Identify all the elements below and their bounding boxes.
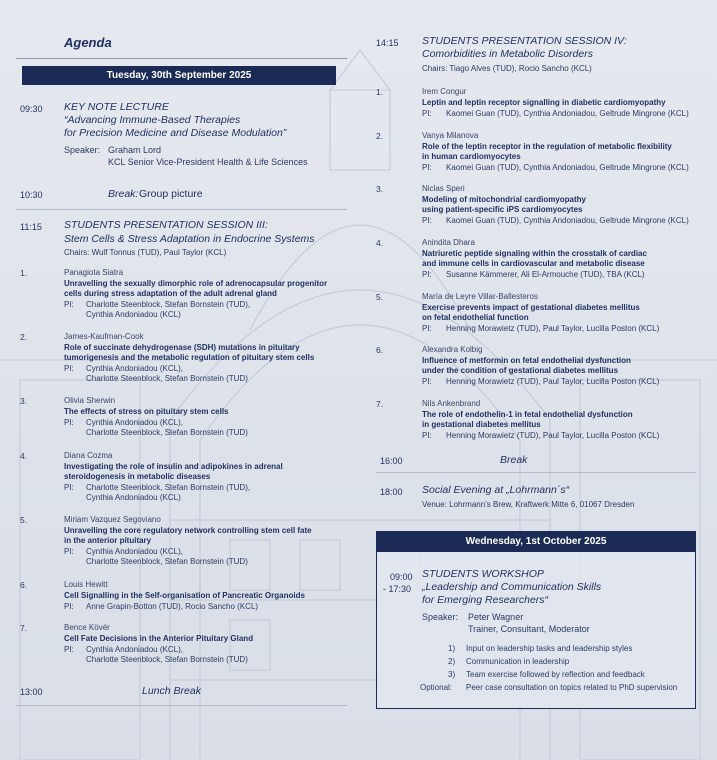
talk-title-line2: in gestational diabetes mellitus — [422, 420, 541, 429]
talk-pi-line1: Charlotte Steenblock, Stefan Bornstein (TUD), — [86, 300, 251, 309]
workshop-speaker-role: Trainer, Consultant, Moderator — [468, 624, 590, 634]
talk-title-line2: in the anterior pituitary — [64, 536, 152, 545]
talk-presenter: María de Leyre Villar-Ballesteros — [422, 292, 538, 301]
talk-pi-line2: Charlotte Steenblock, Stefan Bornstein (TUD) — [86, 557, 248, 566]
workshop-speaker-name: Peter Wagner — [468, 612, 524, 622]
talk-title-line1: Unravelling the core regulatory network controlling stem cell fate — [64, 526, 312, 535]
talk-title-line2: under the condition of gestational diabetes mellitus — [422, 366, 619, 375]
keynote-subtitle-1: “Advancing Immune-Based Therapies — [64, 114, 241, 126]
talk-title-line2: on fetal endothelial function — [422, 313, 529, 322]
talk-pi-line1: Henning Morawietz (TUD), Paul Taylor, Lucilla Poston (KCL) — [446, 377, 660, 386]
break1-label-italic: Break: — [108, 188, 139, 200]
session4-subtitle: Comorbidities in Metabolic Disorders — [422, 48, 593, 60]
talk-pi-label: PI: — [422, 216, 432, 225]
session3-subtitle: Stem Cells & Stress Adaptation in Endocrine Systems — [64, 233, 315, 245]
workshop-subtitle-1: „Leadership and Communication Skills — [422, 581, 602, 593]
talk-presenter: Alexandra Kolbig — [422, 345, 483, 354]
break1-time: 10:30 — [20, 190, 43, 200]
talk-number: 5. — [20, 515, 28, 525]
talk-title-line1: Exercise prevents impact of gestational diabetes mellitus — [422, 303, 640, 312]
lunch-rule — [16, 705, 347, 706]
talk-number: 6. — [20, 580, 28, 590]
talk-pi-label: PI: — [422, 163, 432, 172]
talk-number: 6. — [376, 345, 384, 355]
talk-title-line1: The effects of stress on pituitary stem cells — [64, 407, 229, 416]
talk-title-line2: tumorigenesis and the metabolic regulation of pituitary stem cells — [64, 353, 315, 362]
workshop-item-text: Team exercise followed by reflection and feedback — [466, 670, 645, 679]
keynote-speaker-name: Graham Lord — [108, 145, 162, 155]
talk-title-line1: Role of the leptin receptor in the regulation of metabolic flexibility — [422, 142, 672, 151]
talk-pi-label: PI: — [422, 431, 432, 440]
talk-pi-line1: Kaomei Guan (TUD), Cynthia Andoniadou, Geltrude Mingrone (KCL) — [446, 109, 689, 118]
talk-pi-label: PI: — [64, 602, 74, 611]
talk-number: 4. — [20, 451, 28, 461]
break2-rule — [376, 472, 696, 473]
workshop-item-text: Input on leadership tasks and leadership styles — [466, 644, 633, 653]
break2-time: 16:00 — [380, 456, 403, 466]
talk-pi-label: PI: — [422, 377, 432, 386]
talk-pi-line2: Charlotte Steenblock, Stefan Bornstein (TUD) — [86, 374, 248, 383]
talk-presenter: Bence Kövér — [64, 623, 110, 632]
talk-number: 5. — [376, 292, 384, 302]
talk-title-line1: The role of endothelin-1 in fetal endothelial dysfunction — [422, 410, 633, 419]
talk-pi-line1: Cynthia Andoniadou (KCL), — [86, 645, 183, 654]
talk-pi-line1: Cynthia Andoniadou (KCL), — [86, 547, 183, 556]
talk-pi-label: PI: — [422, 324, 432, 333]
keynote-time: 09:30 — [20, 104, 43, 114]
session4-chairs: Chairs: Tiago Alves (TUD), Rocio Sancho (KCL) — [422, 64, 592, 73]
talk-pi-line1: Henning Morawietz (TUD), Paul Taylor, Lucilla Poston (KCL) — [446, 431, 660, 440]
social-venue: Venue: Lohrmann’s Brew, Kraftwerk Mitte 6, 01067 Dresden — [422, 500, 635, 509]
session4-title: STUDENTS PRESENTATION SESSION IV: — [422, 35, 627, 47]
keynote-speaker-role: KCL Senior Vice-President Health & Life Sciences — [108, 157, 308, 167]
talk-pi-label: PI: — [422, 270, 432, 279]
session3-title: STUDENTS PRESENTATION SESSION III: — [64, 219, 268, 231]
session3-time: 11:15 — [20, 222, 42, 232]
talk-pi-line2: Cynthia Andoniadou (KCL) — [86, 310, 181, 319]
talk-title-line1: Investigating the role of insulin and adipokines in adrenal — [64, 462, 283, 471]
keynote-title: KEY NOTE LECTURE — [64, 101, 169, 113]
workshop-item-text: Communication in leadership — [466, 657, 570, 666]
talk-presenter: James-Kaufman-Cook — [64, 332, 144, 341]
session3-chairs: Chairs: Wulf Tonnus (TUD), Paul Taylor (KCL) — [64, 248, 227, 257]
talk-presenter: Nils Ankenbrand — [422, 399, 481, 408]
talk-number: 1. — [20, 268, 28, 278]
talk-presenter: Louis Hewitt — [64, 580, 108, 589]
talk-number: 1. — [376, 87, 384, 97]
workshop-time-end: - 17:30 — [383, 584, 412, 594]
workshop-item-number: Optional: — [420, 683, 453, 692]
talk-pi-label: PI: — [64, 364, 74, 373]
keynote-subtitle-2: for Precision Medicine and Disease Modulation” — [64, 127, 287, 139]
talk-pi-line1: Anne Grapin-Botton (TUD), Rocio Sancho (KCL) — [86, 602, 259, 611]
talk-pi-line1: Kaomei Guan (TUD), Cynthia Andoniadou, Geltrude Mingrone (KCL) — [446, 163, 689, 172]
talk-title-line1: Cell Fate Decisions in the Anterior Pituitary Gland — [64, 634, 254, 643]
break2-label: Break — [500, 454, 528, 466]
talk-title-line2: and immune cells in cardiovascular and metabolic disease — [422, 259, 645, 268]
talk-pi-label: PI: — [64, 645, 74, 654]
talk-number: 2. — [376, 131, 384, 141]
talk-presenter: Vanya Milanova — [422, 131, 479, 140]
break1-label: Group picture — [139, 188, 203, 200]
talk-number: 7. — [376, 399, 384, 409]
talk-pi-line1: Kaomei Guan (TUD), Cynthia Andoniadou, Geltrude Mingrone (KCL) — [446, 216, 689, 225]
social-title: Social Evening at „Lohrmann´s“ — [422, 484, 570, 496]
keynote-speaker-label: Speaker: — [64, 145, 101, 155]
lunch-time: 13:00 — [20, 687, 43, 697]
talk-title-line2: using patient-specific iPS cardiomyocytes — [422, 205, 583, 214]
talk-title-line1: Role of succinate dehydrogenase (SDH) mutations in pituitary — [64, 343, 300, 352]
workshop-item-number: 3) — [448, 670, 456, 679]
talk-presenter: Miriam Vazquez Segoviano — [64, 515, 161, 524]
workshop-item-number: 2) — [448, 657, 456, 666]
talk-number: 7. — [20, 623, 28, 633]
talk-title-line2: in human cardiomyocytes — [422, 152, 521, 161]
talk-title-line1: Cell Signalling in the Self-organisation of Pancreatic Organoids — [64, 591, 305, 600]
day2-bar: Wednesday, 1st October 2025 — [376, 531, 696, 552]
talk-pi-label: PI: — [422, 109, 432, 118]
session4-time: 14:15 — [376, 38, 399, 48]
talk-presenter: Panagiota Siatra — [64, 268, 124, 277]
social-time: 18:00 — [380, 487, 403, 497]
talk-pi-label: PI: — [64, 418, 74, 427]
talk-pi-line1: Cynthia Andoniadou (KCL), — [86, 418, 183, 427]
talk-title-line1: Influence of metformin on fetal endothelial dysfunction — [422, 356, 631, 365]
agenda-title-rule — [16, 58, 347, 59]
talk-presenter: Irem Congur — [422, 87, 467, 96]
workshop-item-text: Peer case consultation on topics related to PhD supervision — [466, 683, 678, 692]
talk-presenter: Anindita Dhara — [422, 238, 475, 247]
lunch-label: Lunch Break — [142, 685, 201, 697]
workshop-time-start: 09:00 — [390, 572, 413, 582]
talk-number: 3. — [20, 396, 28, 406]
talk-pi-label: PI: — [64, 300, 74, 309]
talk-pi-line2: Cynthia Andoniadou (KCL) — [86, 493, 181, 502]
talk-pi-line2: Charlotte Steenblock, Stefan Bornstein (TUD) — [86, 428, 248, 437]
talk-number: 4. — [376, 238, 384, 248]
break1-rule — [16, 209, 347, 210]
talk-title-line1: Modeling of mitochondrial cardiomyopathy — [422, 195, 587, 204]
talk-pi-line1: Susanne Kämmerer, Ali El-Armouche (TUD), TBA (KCL) — [446, 270, 645, 279]
workshop-item-number: 1) — [448, 644, 456, 653]
talk-pi-line1: Charlotte Steenblock, Stefan Bornstein (TUD), — [86, 483, 251, 492]
talk-title-line1: Natriuretic peptide signaling within the crosstalk of cardiac — [422, 249, 647, 258]
talk-pi-line2: Charlotte Steenblock, Stefan Bornstein (TUD) — [86, 655, 248, 664]
talk-pi-label: PI: — [64, 547, 74, 556]
workshop-subtitle-2: for Emerging Researchers“ — [422, 594, 549, 606]
workshop-speaker-label: Speaker: — [422, 612, 459, 622]
talk-presenter: Diana Cozma — [64, 451, 113, 460]
talk-pi-line1: Cynthia Andoniadou (KCL), — [86, 364, 183, 373]
workshop-title: STUDENTS WORKSHOP — [422, 568, 544, 580]
talk-title-line1: Leptin and leptin receptor signalling in diabetic cardiomyopathy — [422, 98, 666, 107]
talk-presenter: Olivia Sherwin — [64, 396, 116, 405]
talk-number: 3. — [376, 184, 384, 194]
talk-presenter: Niclas Speri — [422, 184, 465, 193]
day1-bar: Tuesday, 30th September 2025 — [22, 66, 336, 85]
agenda-title: Agenda — [64, 35, 112, 50]
talk-number: 2. — [20, 332, 28, 342]
talk-title-line1: Unravelling the sexually dimorphic role of adrenocapsular progenitor — [64, 279, 328, 288]
talk-title-line2: cells during stress adaptation of the adult adrenal gland — [64, 289, 277, 298]
talk-title-line2: steroidogenesis in metabolic diseases — [64, 472, 211, 481]
talk-pi-label: PI: — [64, 483, 74, 492]
talk-pi-line1: Henning Morawietz (TUD), Paul Taylor, Lucilla Poston (KCL) — [446, 324, 660, 333]
